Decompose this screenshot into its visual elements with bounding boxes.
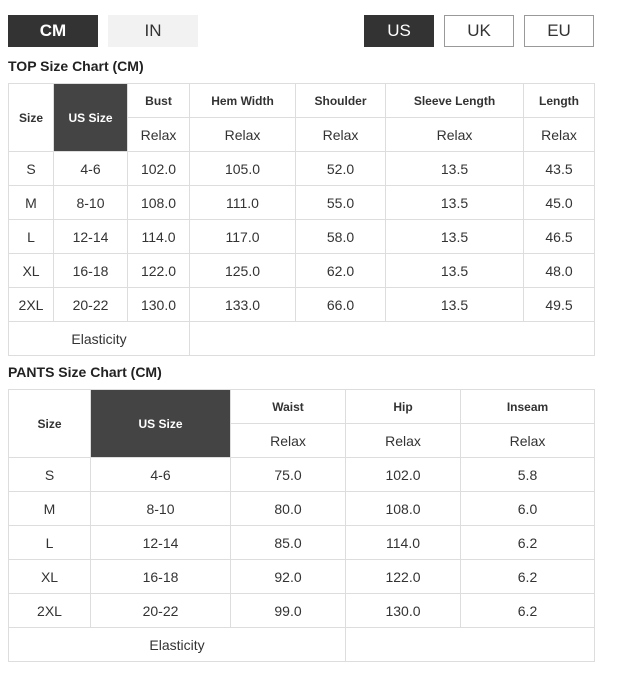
value-cell: 48.0 xyxy=(524,254,595,288)
value-cell: 114.0 xyxy=(346,526,461,560)
top-fit-cell: Relax xyxy=(296,118,386,152)
top-fit-cell: Relax xyxy=(386,118,524,152)
size-cell: L xyxy=(9,526,91,560)
us-size-cell: 20-22 xyxy=(91,594,231,628)
pants-col-hip: Hip xyxy=(346,390,461,424)
size-cell: L xyxy=(9,220,54,254)
value-cell: 6.2 xyxy=(461,560,595,594)
table-row xyxy=(9,220,595,254)
value-cell: 99.0 xyxy=(231,594,346,628)
pants-elasticity-row xyxy=(9,628,595,662)
value-cell: 6.2 xyxy=(461,526,595,560)
value-cell: 75.0 xyxy=(231,458,346,492)
top-header-row xyxy=(9,84,595,118)
value-cell: 111.0 xyxy=(190,186,296,220)
top-fit-cell: Relax xyxy=(128,118,190,152)
us-size-cell: 16-18 xyxy=(91,560,231,594)
top-fit-cell: Relax xyxy=(190,118,296,152)
table-row xyxy=(9,254,595,288)
pants-size-table xyxy=(8,389,595,662)
unit-in-button[interactable]: IN xyxy=(108,15,198,47)
value-cell: 114.0 xyxy=(128,220,190,254)
top-col-shoulder: Shoulder xyxy=(296,84,386,118)
pants-size-header: Size xyxy=(9,390,91,458)
pants-fit-cell: Relax xyxy=(231,424,346,458)
value-cell: 133.0 xyxy=(190,288,296,322)
size-cell: S xyxy=(9,152,54,186)
elasticity-label: Elasticity xyxy=(9,628,346,662)
value-cell: 130.0 xyxy=(346,594,461,628)
value-cell: 92.0 xyxy=(231,560,346,594)
value-cell: 13.5 xyxy=(386,288,524,322)
table-row xyxy=(9,492,595,526)
value-cell: 122.0 xyxy=(346,560,461,594)
top-col-sleeve-length: Sleeve Length xyxy=(386,84,524,118)
size-cell: M xyxy=(9,492,91,526)
pants-fit-cell: Relax xyxy=(346,424,461,458)
size-cell: 2XL xyxy=(9,594,91,628)
value-cell: 66.0 xyxy=(296,288,386,322)
table-row xyxy=(9,458,595,492)
pants-fit-cell: Relax xyxy=(461,424,595,458)
value-cell: 13.5 xyxy=(386,220,524,254)
top-col-bust: Bust xyxy=(128,84,190,118)
us-size-cell: 12-14 xyxy=(54,220,128,254)
value-cell: 102.0 xyxy=(128,152,190,186)
size-cell: S xyxy=(9,458,91,492)
us-size-cell: 8-10 xyxy=(54,186,128,220)
value-cell: 13.5 xyxy=(386,152,524,186)
value-cell: 46.5 xyxy=(524,220,595,254)
table-row xyxy=(9,288,595,322)
value-cell: 105.0 xyxy=(190,152,296,186)
top-fit-cell: Relax xyxy=(524,118,595,152)
top-size-table xyxy=(8,83,595,356)
top-size-header: Size xyxy=(9,84,54,152)
value-cell: 80.0 xyxy=(231,492,346,526)
value-cell: 5.8 xyxy=(461,458,595,492)
value-cell: 108.0 xyxy=(128,186,190,220)
value-cell: 55.0 xyxy=(296,186,386,220)
elasticity-value xyxy=(190,322,595,356)
table-row xyxy=(9,560,595,594)
value-cell: 49.5 xyxy=(524,288,595,322)
unit-cm-button[interactable]: CM xyxy=(8,15,98,47)
region-eu-button[interactable]: EU xyxy=(524,15,594,47)
value-cell: 62.0 xyxy=(296,254,386,288)
table-row xyxy=(9,526,595,560)
value-cell: 6.0 xyxy=(461,492,595,526)
value-cell: 85.0 xyxy=(231,526,346,560)
value-cell: 125.0 xyxy=(190,254,296,288)
us-size-cell: 8-10 xyxy=(91,492,231,526)
pants-col-inseam: Inseam xyxy=(461,390,595,424)
value-cell: 13.5 xyxy=(386,254,524,288)
pants-col-waist: Waist xyxy=(231,390,346,424)
value-cell: 108.0 xyxy=(346,492,461,526)
value-cell: 13.5 xyxy=(386,186,524,220)
top-elasticity-row xyxy=(9,322,595,356)
pants-us-size-header: US Size xyxy=(91,390,231,458)
table-row xyxy=(9,594,595,628)
size-cell: 2XL xyxy=(9,288,54,322)
table-row xyxy=(9,186,595,220)
elasticity-value xyxy=(346,628,595,662)
top-col-hem-width: Hem Width xyxy=(190,84,296,118)
us-size-cell: 16-18 xyxy=(54,254,128,288)
size-cell: XL xyxy=(9,254,54,288)
region-uk-button[interactable]: UK xyxy=(444,15,514,47)
us-size-cell: 20-22 xyxy=(54,288,128,322)
size-cell: M xyxy=(9,186,54,220)
value-cell: 117.0 xyxy=(190,220,296,254)
top-chart-title: TOP Size Chart (CM) xyxy=(8,58,144,74)
us-size-cell: 4-6 xyxy=(91,458,231,492)
value-cell: 43.5 xyxy=(524,152,595,186)
value-cell: 52.0 xyxy=(296,152,386,186)
value-cell: 45.0 xyxy=(524,186,595,220)
size-cell: XL xyxy=(9,560,91,594)
us-size-cell: 12-14 xyxy=(91,526,231,560)
value-cell: 102.0 xyxy=(346,458,461,492)
elasticity-label: Elasticity xyxy=(9,322,190,356)
region-us-button[interactable]: US xyxy=(364,15,434,47)
us-size-cell: 4-6 xyxy=(54,152,128,186)
pants-chart-title: PANTS Size Chart (CM) xyxy=(8,364,162,380)
table-row xyxy=(9,152,595,186)
value-cell: 58.0 xyxy=(296,220,386,254)
value-cell: 130.0 xyxy=(128,288,190,322)
top-col-length: Length xyxy=(524,84,595,118)
value-cell: 122.0 xyxy=(128,254,190,288)
pants-header-row xyxy=(9,390,595,424)
value-cell: 6.2 xyxy=(461,594,595,628)
top-us-size-header: US Size xyxy=(54,84,128,152)
